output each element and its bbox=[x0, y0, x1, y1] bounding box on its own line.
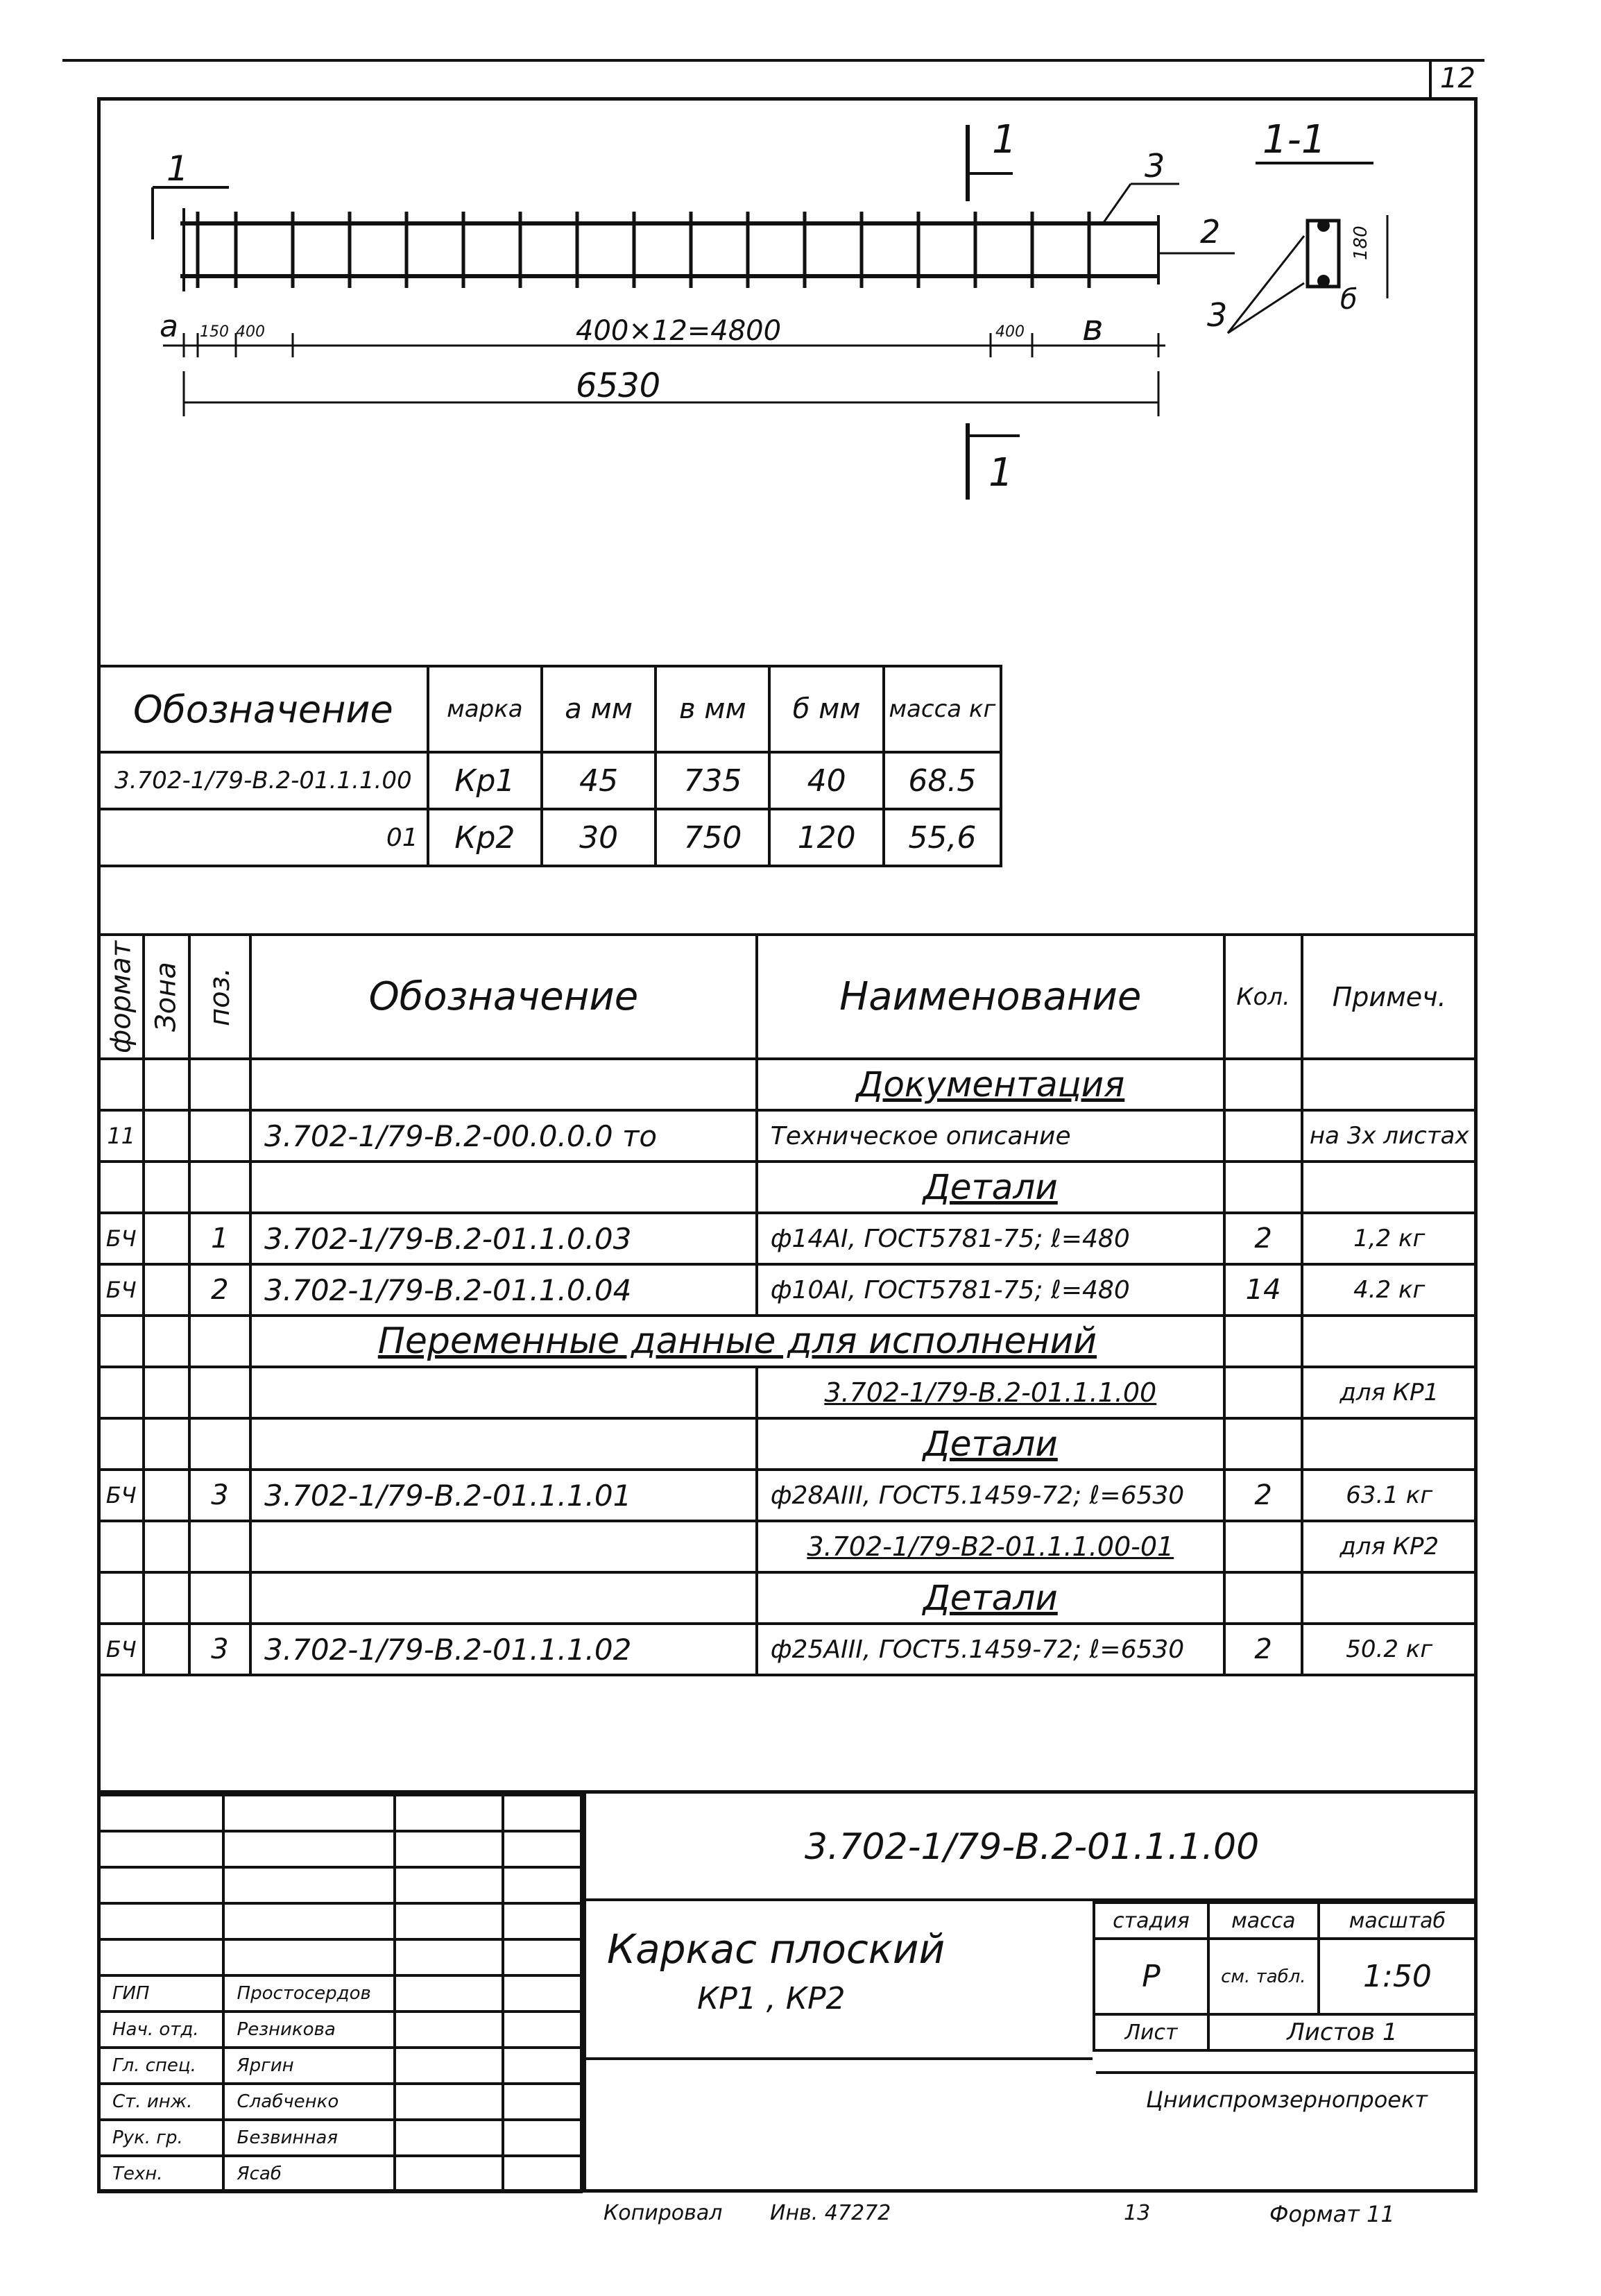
spec-cell-qty bbox=[1224, 1316, 1303, 1367]
drawing-title-1: Каркас плоский bbox=[607, 1925, 945, 1973]
marks-cell: Кр1 bbox=[428, 752, 542, 809]
title-separator bbox=[586, 2057, 1093, 2060]
spec-cell-format: БЧ bbox=[99, 1470, 144, 1521]
top-border-line bbox=[62, 59, 1484, 62]
spec-row bbox=[99, 1624, 1476, 1675]
spec-header-name: Наименование bbox=[757, 935, 1224, 1059]
spec-header-note: Примеч. bbox=[1302, 935, 1476, 1059]
spec-cell-qty bbox=[1224, 1572, 1303, 1624]
dim-150: 150 bbox=[200, 323, 229, 341]
pos-3-side-leader2 bbox=[1228, 283, 1304, 333]
marks-header-a: a мм bbox=[542, 666, 656, 752]
spec-header bbox=[99, 935, 1476, 1059]
spec-cell-pos bbox=[189, 1521, 250, 1572]
spec-cell-qty bbox=[1224, 1521, 1303, 1572]
marks-cell: 30 bbox=[542, 809, 656, 866]
spec-cell-pos: 3 bbox=[189, 1470, 250, 1521]
spec-row bbox=[99, 1059, 1476, 1110]
spec-cell-zone bbox=[144, 1470, 189, 1521]
spec-cell-pos bbox=[189, 1367, 250, 1418]
drawing-code: 3.702-1/79-В.2-01.1.1.00 bbox=[586, 1794, 1478, 1901]
spec-cell-note bbox=[1302, 1418, 1476, 1470]
spec-cell-qty bbox=[1224, 1162, 1303, 1213]
footer-copied: Копировал bbox=[603, 2201, 723, 2225]
frame-drawing bbox=[97, 97, 1478, 666]
spec-cell-name: ф28АIII, ГОСТ5.1459-72; ℓ=6530 bbox=[757, 1470, 1224, 1521]
spec-cell-designation bbox=[250, 1572, 757, 1624]
marks-row-1 bbox=[99, 752, 1001, 809]
marks-cell: Кр2 bbox=[428, 809, 542, 866]
marks-cell: 01 bbox=[99, 809, 428, 866]
spec-cell-note: 50.2 кг bbox=[1302, 1624, 1476, 1675]
spec-cell-note: 1,2 кг bbox=[1302, 1213, 1476, 1264]
marks-header-mass: масса кг bbox=[884, 666, 1001, 752]
spec-cell-pos bbox=[189, 1110, 250, 1162]
stage-grid bbox=[1093, 1901, 1478, 2052]
pos-3-side-label: 3 bbox=[1207, 296, 1228, 334]
spec-header-pos: поз. bbox=[189, 935, 250, 1059]
dim-400-left: 400 bbox=[236, 323, 265, 341]
marks-cell: 3.702-1/79-В.2-01.1.1.00 bbox=[99, 752, 428, 809]
spec-cell-pos bbox=[189, 1162, 250, 1213]
spec-cell-zone bbox=[144, 1624, 189, 1675]
spec-cell-format bbox=[99, 1059, 144, 1110]
spec-cell-pos bbox=[189, 1059, 250, 1110]
spec-cell-designation: 3.702-1/79-В.2-00.0.0.0 то bbox=[250, 1110, 757, 1162]
spec-cell-name: ф14АI, ГОСТ5781-75; ℓ=480 bbox=[757, 1213, 1224, 1264]
footer-page: 13 bbox=[1124, 2201, 1151, 2225]
section-dim-height-label: 180 bbox=[1351, 226, 1371, 260]
marks-cell: 40 bbox=[769, 752, 883, 809]
spec-cell-format bbox=[99, 1316, 144, 1367]
spec-cell-note bbox=[1302, 1162, 1476, 1213]
dim-v-label: в bbox=[1082, 307, 1104, 349]
spec-row bbox=[99, 1110, 1476, 1162]
spec-header-qty: Кол. bbox=[1224, 935, 1303, 1059]
spec-header-zone: Зона bbox=[144, 935, 189, 1059]
mass-label: масса bbox=[1208, 1903, 1319, 1939]
spec-cell-zone bbox=[144, 1367, 189, 1418]
dim-total: 6530 bbox=[576, 366, 661, 405]
spec-cell-designation bbox=[250, 1367, 757, 1418]
spec-cell-format: 11 bbox=[99, 1110, 144, 1162]
dim-middle: 400×12=4800 bbox=[576, 315, 782, 347]
spec-row bbox=[99, 1470, 1476, 1521]
pos-2-label: 2 bbox=[1200, 213, 1221, 250]
spec-cell-designation: 3.702-1/79-В.2-01.1.1.02 bbox=[250, 1624, 757, 1675]
spec-cell-qty: 2 bbox=[1224, 1624, 1303, 1675]
spec-cell-zone bbox=[144, 1418, 189, 1470]
spec-cell-zone bbox=[144, 1162, 189, 1213]
marks-cell: 750 bbox=[656, 809, 769, 866]
spec-cell-name: Детали bbox=[757, 1572, 1224, 1624]
drawing-title-2: КР1 , КР2 bbox=[697, 1981, 846, 2016]
stage-label: стадия bbox=[1094, 1903, 1208, 1939]
pos-3-top-label: 3 bbox=[1145, 147, 1165, 185]
spec-cell-qty bbox=[1224, 1110, 1303, 1162]
spec-cell-pos bbox=[189, 1418, 250, 1470]
spec-row bbox=[99, 1213, 1476, 1264]
marks-cell: 45 bbox=[542, 752, 656, 809]
spec-cell-qty: 2 bbox=[1224, 1470, 1303, 1521]
spec-cell-note bbox=[1302, 1316, 1476, 1367]
spec-row bbox=[99, 1418, 1476, 1470]
signature-row: Нач. отд. Резникова bbox=[99, 2012, 581, 2048]
sheet-number: 12 bbox=[1440, 62, 1475, 94]
spec-cell-format bbox=[99, 1162, 144, 1213]
sheet-number-box bbox=[1429, 61, 1478, 97]
marks-cell: 55,6 bbox=[884, 809, 1001, 866]
spec-cell-zone bbox=[144, 1572, 189, 1624]
spec-row bbox=[99, 1572, 1476, 1624]
marks-header-mark: марка bbox=[428, 666, 542, 752]
stage-value: Р bbox=[1094, 1939, 1208, 2014]
spec-cell-zone bbox=[144, 1059, 189, 1110]
signature-row: Ст. инж. Слабченко bbox=[99, 2084, 581, 2120]
spec-cell-name: Детали bbox=[757, 1162, 1224, 1213]
spec-cell-name: 3.702-1/79-В.2-01.1.1.00 bbox=[757, 1367, 1224, 1418]
marks-cell: 120 bbox=[769, 809, 883, 866]
spec-cell-zone bbox=[144, 1110, 189, 1162]
section-bar-bottom bbox=[1317, 275, 1330, 287]
spec-cell-name: 3.702-1/79-В2-01.1.1.00-01 bbox=[757, 1521, 1224, 1572]
spec-cell-span: Переменные данные для исполнений bbox=[250, 1316, 1224, 1367]
title-block bbox=[97, 1790, 1478, 2193]
spec-body bbox=[99, 1059, 1476, 1675]
spec-cell-zone bbox=[144, 1213, 189, 1264]
spec-cell-designation bbox=[250, 1059, 757, 1110]
spec-cell-format bbox=[99, 1521, 144, 1572]
dim-a-label: a bbox=[160, 309, 178, 344]
spec-cell-pos bbox=[189, 1316, 250, 1367]
spec-header-format: формат bbox=[99, 935, 144, 1059]
section-title: 1-1 bbox=[1262, 117, 1326, 162]
spec-cell-name: Документация bbox=[757, 1059, 1224, 1110]
signature-row: Рук. гр. Безвинная bbox=[99, 2120, 581, 2156]
spec-cell-name: ф10АI, ГОСТ5781-75; ℓ=480 bbox=[757, 1264, 1224, 1316]
signature-row: Техн. Ясаб bbox=[99, 2156, 581, 2192]
marks-header-v: в мм bbox=[656, 666, 769, 752]
scale-value: 1:50 bbox=[1319, 1939, 1476, 2014]
section-bar-top bbox=[1317, 219, 1330, 232]
spec-header-designation: Обозначение bbox=[250, 935, 757, 1059]
marks-table bbox=[97, 665, 1002, 867]
marks-header-b: б мм bbox=[769, 666, 883, 752]
spec-cell-pos: 2 bbox=[189, 1264, 250, 1316]
spec-cell-qty bbox=[1224, 1418, 1303, 1470]
signature-row: ГИП Простосердов bbox=[99, 1975, 581, 2012]
signature-row: Гл. спец. Яргин bbox=[99, 2048, 581, 2084]
spec-cell-format: БЧ bbox=[99, 1213, 144, 1264]
mass-value: см. табл. bbox=[1208, 1939, 1319, 2014]
specification-table bbox=[97, 933, 1478, 1676]
footer-format: Формат 11 bbox=[1269, 2201, 1395, 2227]
section-mark-left: 1 bbox=[166, 148, 189, 189]
spec-cell-format: БЧ bbox=[99, 1624, 144, 1675]
scale-label: масштаб bbox=[1319, 1903, 1476, 1939]
spec-cell-zone bbox=[144, 1316, 189, 1367]
spec-cell-name: ф25АIII, ГОСТ5.1459-72; ℓ=6530 bbox=[757, 1624, 1224, 1675]
signature-grid bbox=[97, 1794, 583, 2193]
spec-cell-zone bbox=[144, 1521, 189, 1572]
spec-cell-format bbox=[99, 1572, 144, 1624]
spec-cell-qty: 14 bbox=[1224, 1264, 1303, 1316]
spec-row bbox=[99, 1521, 1476, 1572]
spec-cell-qty bbox=[1224, 1059, 1303, 1110]
footer-inv: Инв. 47272 bbox=[770, 2201, 891, 2225]
spec-cell-designation bbox=[250, 1162, 757, 1213]
spec-cell-note bbox=[1302, 1059, 1476, 1110]
sheets-label: Листов 1 bbox=[1208, 2014, 1476, 2050]
spec-cell-note: для КР2 bbox=[1302, 1521, 1476, 1572]
spec-row bbox=[99, 1162, 1476, 1213]
marks-table-header bbox=[99, 666, 1001, 752]
spec-cell-note bbox=[1302, 1572, 1476, 1624]
spec-cell-pos: 1 bbox=[189, 1213, 250, 1264]
spec-cell-pos: 3 bbox=[189, 1624, 250, 1675]
spec-cell-designation bbox=[250, 1521, 757, 1572]
marks-cell: 68.5 bbox=[884, 752, 1001, 809]
spec-row bbox=[99, 1316, 1476, 1367]
spec-cell-designation bbox=[250, 1418, 757, 1470]
spec-cell-note: на 3х листах bbox=[1302, 1110, 1476, 1162]
spec-cell-qty: 2 bbox=[1224, 1213, 1303, 1264]
spec-cell-name: Техническое описание bbox=[757, 1110, 1224, 1162]
spec-cell-designation: 3.702-1/79-В.2-01.1.1.01 bbox=[250, 1470, 757, 1521]
organization: Цнииспромзернопроект bbox=[1096, 2071, 1478, 2113]
spec-cell-pos bbox=[189, 1572, 250, 1624]
section-mark-top: 1 bbox=[992, 117, 1017, 162]
spec-cell-designation: 3.702-1/79-В.2-01.1.0.03 bbox=[250, 1213, 757, 1264]
title-right bbox=[583, 1794, 1478, 2193]
spec-cell-note: 4.2 кг bbox=[1302, 1264, 1476, 1316]
spec-cell-designation: 3.702-1/79-В.2-01.1.0.04 bbox=[250, 1264, 757, 1316]
pos-3-top-leader2 bbox=[1103, 184, 1131, 223]
spec-cell-format bbox=[99, 1418, 144, 1470]
section-dim-b-label: б bbox=[1340, 284, 1358, 316]
spec-cell-format bbox=[99, 1367, 144, 1418]
section-mark-bottom: 1 bbox=[988, 450, 1013, 495]
marks-row-2 bbox=[99, 809, 1001, 866]
spec-cell-qty bbox=[1224, 1367, 1303, 1418]
spec-cell-name: Детали bbox=[757, 1418, 1224, 1470]
spec-cell-note: для КР1 bbox=[1302, 1367, 1476, 1418]
sheet-label: Лист bbox=[1094, 2014, 1208, 2050]
spec-row bbox=[99, 1367, 1476, 1418]
spec-cell-zone bbox=[144, 1264, 189, 1316]
pos-3-side-leader bbox=[1228, 236, 1304, 333]
spec-cell-format: БЧ bbox=[99, 1264, 144, 1316]
marks-cell: 735 bbox=[656, 752, 769, 809]
marks-header-designation: Обозначение bbox=[99, 666, 428, 752]
dim-400-right: 400 bbox=[995, 323, 1025, 341]
spec-row bbox=[99, 1264, 1476, 1316]
spec-cell-note: 63.1 кг bbox=[1302, 1470, 1476, 1521]
